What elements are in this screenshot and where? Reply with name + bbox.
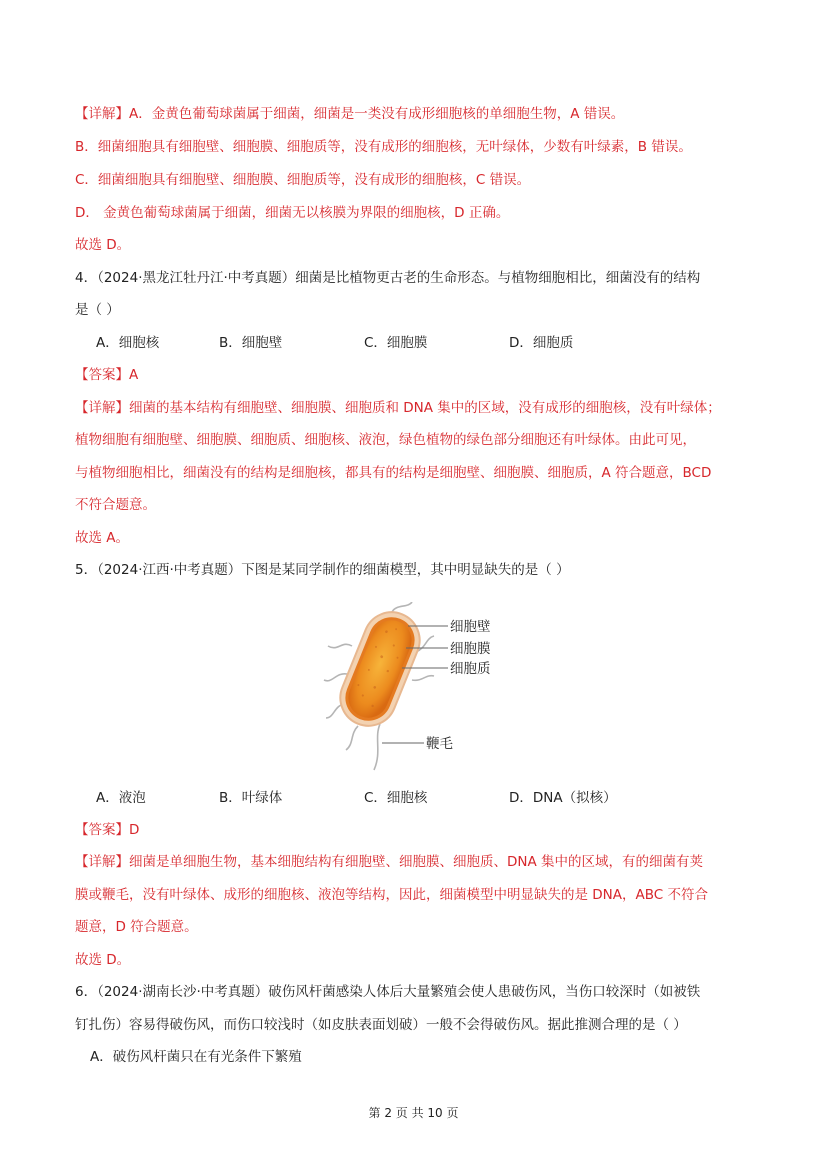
q5-answer: 【答案】D xyxy=(75,822,140,838)
q4-stem-line1: 4．（2024·黑龙江牡丹江·中考真题）细菌是比植物更古老的生命形态。与植物细胞相比，细菌没有的结构 xyxy=(75,270,701,286)
q4-answer: 【答案】A xyxy=(75,367,139,383)
bacterium-icon xyxy=(332,604,428,734)
q4-detail-line4: 不符合题意。 xyxy=(75,497,156,513)
q5-option-c: C．细胞核 xyxy=(364,790,428,806)
label-cell-membrane: 细胞膜 xyxy=(450,641,491,657)
q5-option-a: A．液泡 xyxy=(96,790,146,806)
q4-detail-line3: 与植物细胞相比，细菌没有的结构是细胞核，都具有的结构是细胞壁、细胞膜、细胞质，A 符合题意，BCD xyxy=(75,465,712,481)
q6-stem-line2: 钉扎伤）容易得破伤风，而伤口较浅时（如皮肤表面划破）一般不会得破伤风。据此推测合理的是（ ） xyxy=(75,1017,687,1033)
label-flagellum: 鞭毛 xyxy=(426,736,453,752)
q4-option-a: A．细胞核 xyxy=(96,335,160,351)
label-cell-wall: 细胞壁 xyxy=(450,619,491,635)
bacteria-model-figure xyxy=(322,602,522,774)
q3-explanation-c: C．细菌细胞具有细胞壁、细胞膜、细胞质等，没有成形的细胞核，C 错误。 xyxy=(75,172,531,188)
q5-detail-line3: 题意，D 符合题意。 xyxy=(75,919,198,935)
page-footer: 第 2 页 共 10 页 xyxy=(368,1106,459,1120)
label-cytoplasm: 细胞质 xyxy=(450,661,491,677)
q3-explanation-a: 【详解】A．金黄色葡萄球菌属于细菌，细菌是一类没有成形细胞核的单细胞生物，A 错误。 xyxy=(75,106,625,122)
q6-stem-line1: 6．（2024·湖南长沙·中考真题）破伤风杆菌感染人体后大量繁殖会使人患破伤风，当伤口较深时（如被铁 xyxy=(75,984,701,1000)
q5-detail-line1: 【详解】细菌是单细胞生物，基本细胞结构有细胞壁、细胞膜、细胞质、DNA 集中的区域，有的细菌有荚 xyxy=(75,854,704,870)
q4-detail-line2: 植物细胞有细胞壁、细胞膜、细胞质、细胞核、液泡，绿色植物的绿色部分细胞还有叶绿体。由此可见， xyxy=(75,432,696,448)
q6-option-a: A．破伤风杆菌只在有光条件下繁殖 xyxy=(90,1049,302,1065)
q4-option-c: C．细胞膜 xyxy=(364,335,428,351)
q4-option-b: B．细胞壁 xyxy=(219,335,283,351)
q5-detail-line2: 膜或鞭毛，没有叶绿体、成形的细胞核、液泡等结构，因此，细菌模型中明显缺失的是 DNA，ABC 不符合 xyxy=(75,887,708,903)
q4-detail-line1: 【详解】细菌的基本结构有细胞壁、细胞膜、细胞质和 DNA 集中的区域，没有成形的细胞核，没有叶绿体； xyxy=(75,400,721,416)
q3-explanation-b: B．细菌细胞具有细胞壁、细胞膜、细胞质等，没有成形的细胞核，无叶绿体，少数有叶绿素，B 错误。 xyxy=(75,139,692,155)
q5-choose: 故选 D。 xyxy=(75,952,131,968)
q5-option-b: B．叶绿体 xyxy=(219,790,283,806)
q4-stem-line2: 是（ ） xyxy=(75,302,120,318)
q5-stem: 5．（2024·江西·中考真题）下图是某同学制作的细菌模型，其中明显缺失的是（ ） xyxy=(75,562,570,578)
q4-option-d: D．细胞质 xyxy=(509,335,574,351)
q3-choose: 故选 D。 xyxy=(75,237,131,253)
q3-explanation-d: D． 金黄色葡萄球菌属于细菌，细菌无以核膜为界限的细胞核，D 正确。 xyxy=(75,205,510,221)
q4-choose: 故选 A。 xyxy=(75,530,130,546)
detail-tag: 【详解】 xyxy=(75,106,129,122)
q5-option-d: D．DNA（拟核） xyxy=(509,790,617,806)
